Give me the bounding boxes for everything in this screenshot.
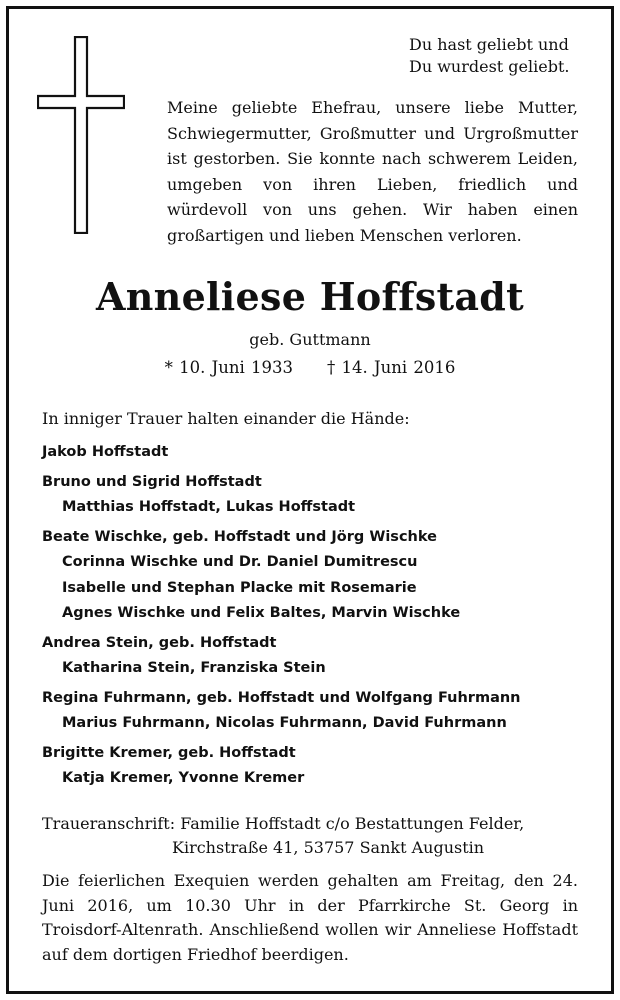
death-date: † 14. Juni 2016 [327, 358, 456, 377]
mourning-line: In inniger Trauer halten einander die Hände: [42, 409, 410, 428]
family-descendants: Marius Fuhrmann, Nicolas Fuhrmann, David Fuhrmann [62, 715, 507, 731]
family-descendants: Agnes Wischke und Felix Baltes, Marvin Wischke [62, 605, 461, 621]
family-member: Andrea Stein, geb. Hoffstadt [42, 634, 277, 651]
motto-line: Du wurdest geliebt. [409, 57, 570, 76]
funeral-service-text: Die feierlichen Exequien werden gehalten am Freitag, den 24. Juni 2016, um 10.30 Uhr in der Pfarrkirche St. Georg in Troisdorf-Altenrath. Anschließend wollen wir Anneliese Hoffstadt auf dem dortigen Friedhof beerdigen. [42, 871, 578, 964]
family-group [42, 525, 592, 627]
family-member: Bruno und Sigrid Hoffstadt [42, 473, 262, 490]
intro-text: Meine geliebte Ehefrau, unsere liebe Mutter, Schwiegermutter, Großmutter und Urgroßmutter ist gestorben. Sie konnte nach schwerem Leiden, umgeben von ihren Lieben, friedlich und würdevoll von uns gehen. Wir haben einen großartigen und lieben Menschen verloren. [167, 98, 578, 245]
family-descendants: Corinna Wischke und Dr. Daniel Dumitrescu [62, 554, 418, 570]
family-list [42, 440, 592, 796]
family-descendants: Katja Kremer, Yvonne Kremer [62, 770, 305, 786]
birth-date: * 10. Juni 1933 [164, 358, 293, 377]
birth-name: geb. Guttmann [249, 330, 371, 349]
family-descendants: Isabelle und Stephan Placke mit Rosemarie [62, 579, 417, 596]
family-member: Regina Fuhrmann, geb. Hoffstadt und Wolfgang Fuhrmann [42, 689, 521, 706]
family-member: Brigitte Kremer, geb. Hoffstadt [42, 744, 296, 761]
family-member: Jakob Hoffstadt [42, 444, 169, 460]
mourning-address [42, 812, 602, 860]
family-descendants: Katharina Stein, Franziska Stein [62, 660, 326, 676]
motto [409, 34, 589, 78]
family-group [42, 741, 592, 792]
address-line-1: Traueranschrift: Familie Hoffstadt c/o Bestattungen Felder, [42, 814, 525, 833]
motto-line: Du hast geliebt und [409, 35, 569, 54]
family-group [42, 440, 592, 466]
family-member: Beate Wischke, geb. Hoffstadt und Jörg Wischke [42, 528, 437, 545]
family-group [42, 686, 592, 737]
address-line-2: Kirchstraße 41, 53757 Sankt Augustin [172, 838, 485, 857]
family-group [42, 631, 592, 682]
family-group [42, 470, 592, 521]
deceased-name: Anneliese Hoffstadt [95, 274, 525, 319]
cross-icon [37, 36, 125, 234]
life-dates [0, 358, 620, 377]
family-descendants: Matthias Hoffstadt, Lukas Hoffstadt [62, 499, 356, 515]
